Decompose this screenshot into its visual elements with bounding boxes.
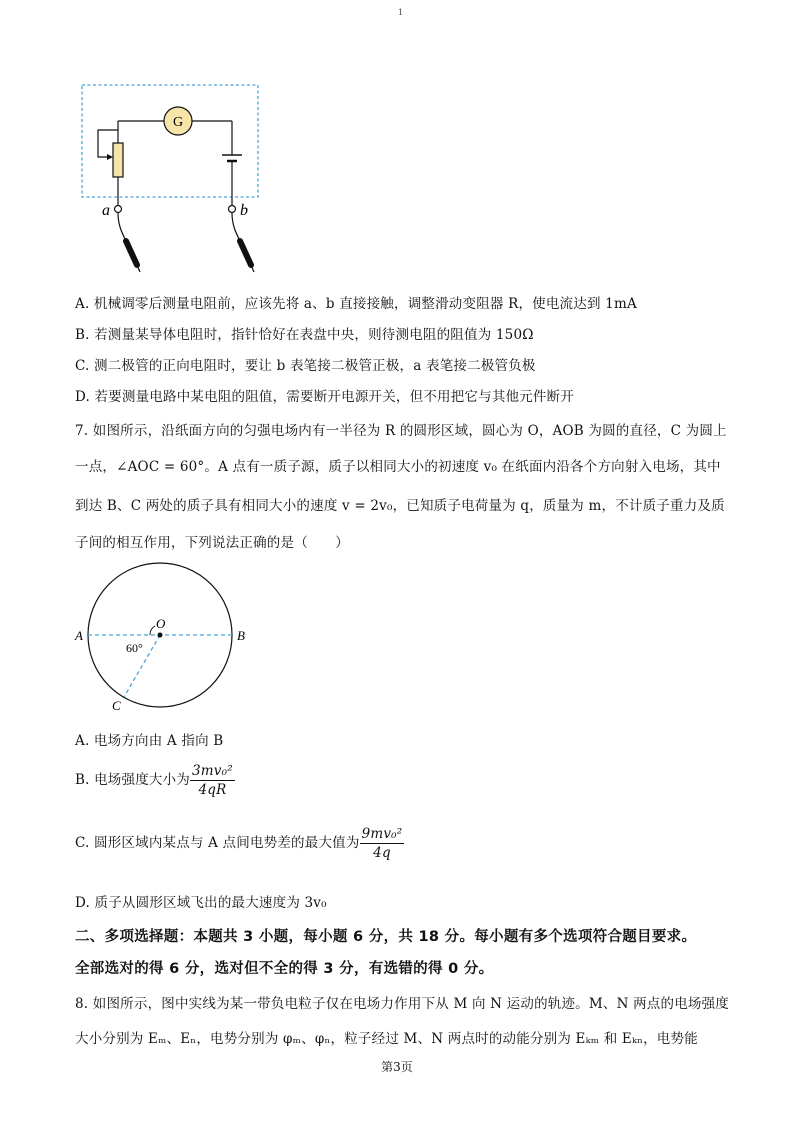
q7-option-c-numerator: 9mv₀² [361,826,403,842]
point-o-label: O [156,616,166,631]
q7-option-d: D. 质子从圆形区域飞出的最大速度为 3v₀ [75,895,327,911]
q7-stem-line3: 到达 B、C 两处的质子具有相同大小的速度 v = 2v₀，已知质子电荷量为 q，质量为 m，不计质子重力及质 [75,498,725,514]
page-top-mark: 1 [398,8,404,17]
q7-option-b-fraction [190,763,235,798]
q7-option-c [75,826,404,861]
q7-option-b-numerator: 3mv₀² [192,763,233,779]
point-c-label: C [112,698,121,713]
q7-stem-line2: 一点，∠AOC = 60°。A 点有一质子源，质子以相同大小的初速度 v₀ 在纸面内沿各个方向射入电场，其中 [75,459,721,475]
q6-option-a: A. 机械调零后测量电阻前，应该先将 a、b 直接接触，调整滑动变阻器 R，使电流达到 1mA [75,296,637,312]
terminal-a-label: a [102,202,110,219]
q7-option-c-denominator: 4q [373,845,391,861]
section2-heading-line1: 二、多项选择题：本题共 3 小题，每小题 6 分，共 18 分。每小题有多个选项符合题目要求。 [75,929,697,945]
q8-stem-line2: 大小分别为 Eₘ、Eₙ，电势分别为 φₘ、φₙ，粒子经过 M、N 两点时的动能分别为 Eₖₘ 和 Eₖₙ，电势能 [75,1031,698,1047]
angle-label: 60° [126,641,143,655]
q7-stem-line1: 7. 如图所示，沿纸面方向的匀强电场内有一半径为 R 的圆形区域，圆心为 O，AOB 为圆的直径，C 为圆上 [75,423,727,439]
q7-option-a: A. 电场方向由 A 指向 B [75,733,224,749]
q6-option-c: C. 测二极管的正向电阻时，要让 b 表笔接二极管正极，a 表笔接二极管负极 [75,358,536,374]
section2-heading-line2: 全部选对的得 6 分，选对但不全的得 3 分，有选错的得 0 分。 [75,961,494,977]
point-a-label: A [75,628,83,643]
page-number: 第3页 [381,1060,413,1074]
q7-option-c-fraction [360,826,405,861]
q7-stem-line4: 子间的相互作用，下列说法正确的是（ ） [75,535,349,551]
q6-option-b: B. 若测量某导体电阻时，指针恰好在表盘中央，则待测电阻的阻值为 150Ω [75,327,534,343]
point-b-label: B [237,628,245,643]
q7-option-b [75,763,235,798]
q7-circle-figure [70,560,260,720]
q6-option-d: D. 若要测量电路中某电阻的阻值，需要断开电源开关，但不用把它与其他元件断开 [75,389,575,405]
ohmmeter-circuit-figure [60,75,280,280]
q7-option-b-text: B. 电场强度大小为 [75,772,191,788]
q7-option-b-denominator: 4qR [198,782,227,798]
galvanometer-label: G [172,115,184,130]
q7-option-c-text: C. 圆形区域内某点与 A 点间电势差的最大值为 [75,835,360,851]
terminal-b-label: b [240,202,248,219]
q8-stem-line1: 8. 如图所示，图中实线为某一带负电粒子仅在电场力作用下从 M 向 N 运动的轨迹。M、N 两点的电场强度 [75,996,729,1012]
